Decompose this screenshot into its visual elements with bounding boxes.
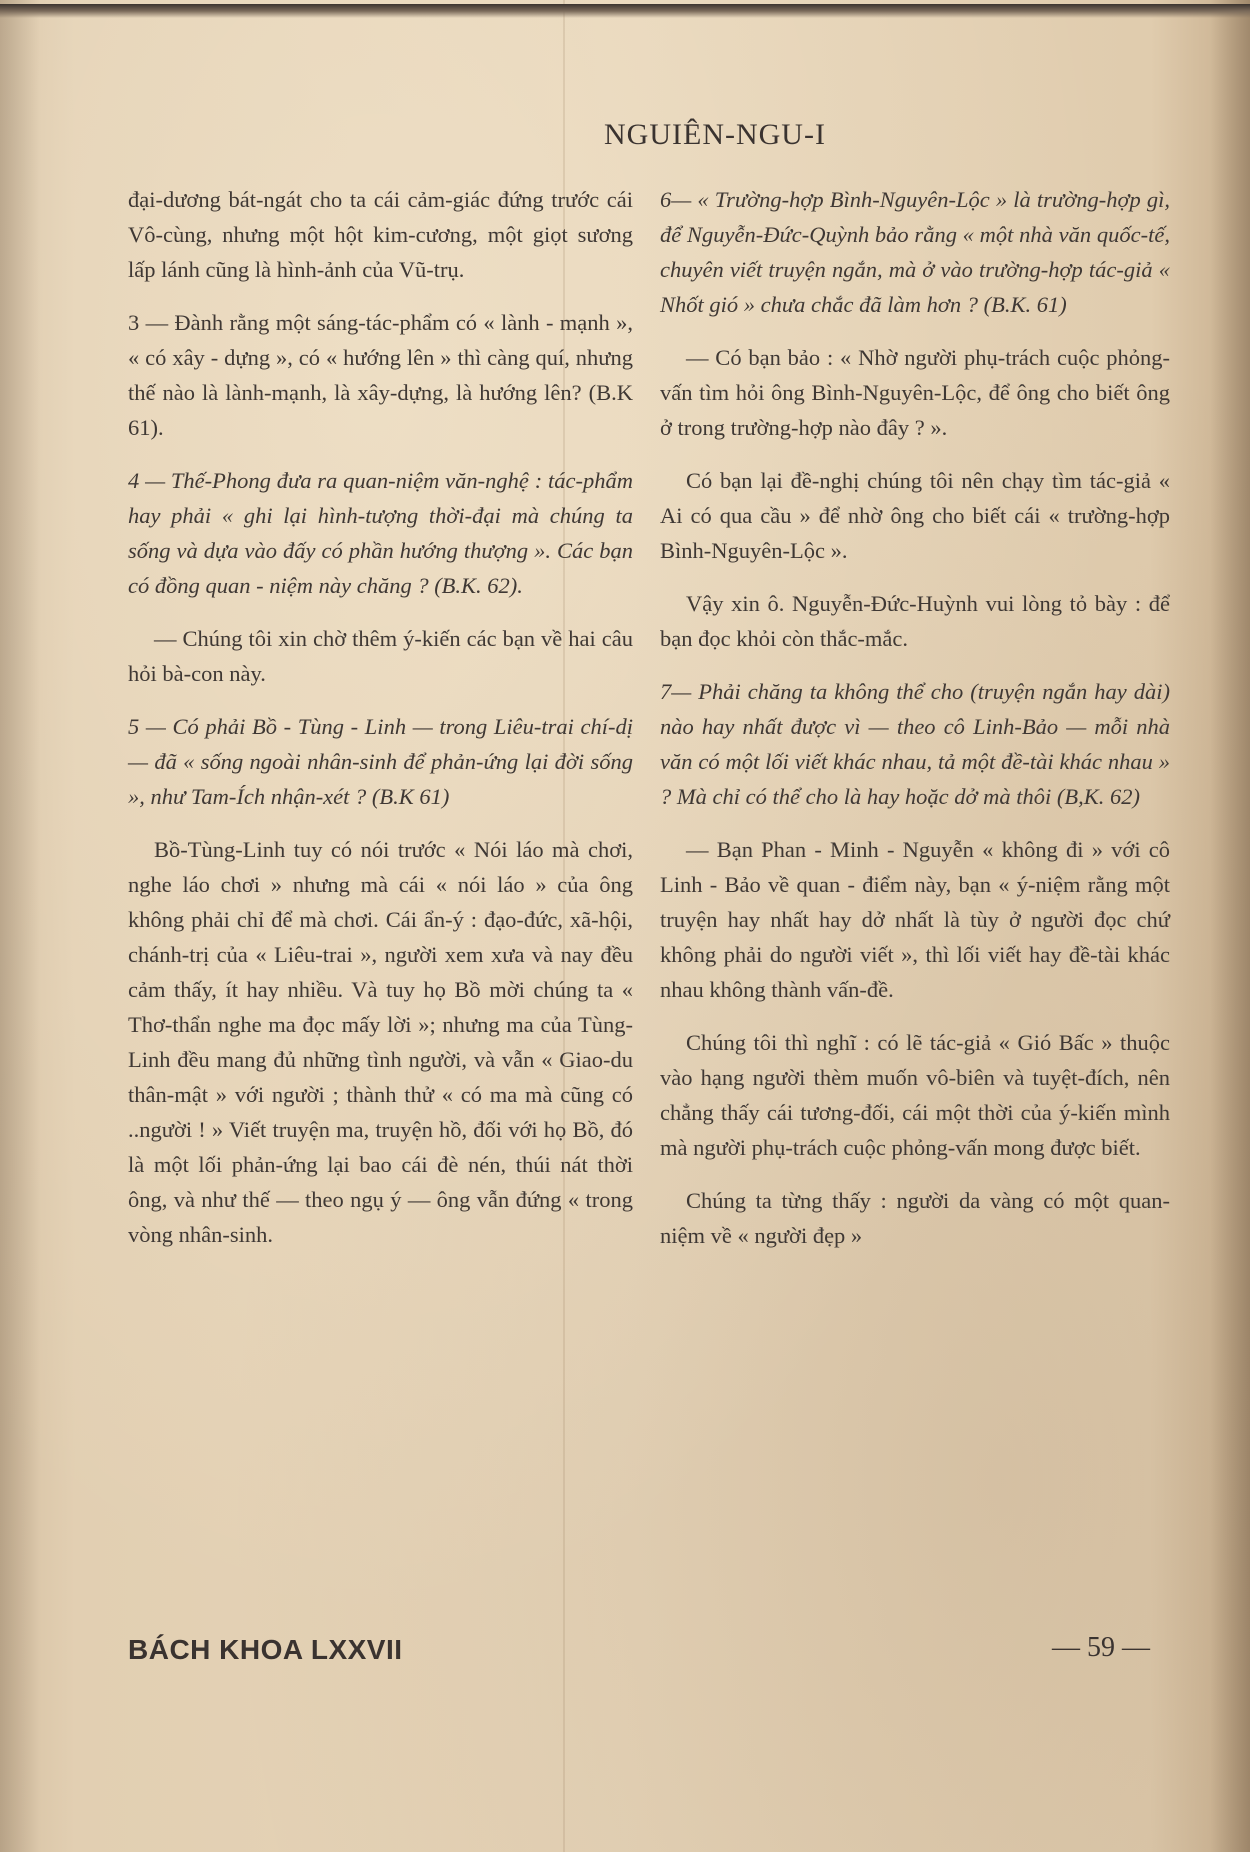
page-edge-shadow: [1210, 0, 1250, 1852]
page-spine-shadow: [0, 0, 40, 1852]
question-paragraph: 5 — Có phải Bồ - Tùng - Linh — trong Liêu-trai chí-dị — đã « sống ngoài nhân-sinh để phản-ứng lại đời sống », như Tam-Ích nhận-xét ? (B.K 61): [128, 714, 633, 809]
paragraph: Bồ-Tùng-Linh tuy có nói trước « Nói láo mà chơi, nghe láo chơi » nhưng mà cái « nói láo » của ông không phải chỉ để mà chơi. Cái ẩn-ý : đạo-đức, xã-hội, chánh-trị của « Liêu-trai », người xem xưa và nay đều cảm thấy, ít hay nhiều. Và tuy họ Bồ mời chúng ta « Thơ-thẩn nghe ma đọc mấy lời »; nhưng ma của Tùng-Linh đều mang đủ những tình người, và vẫn « Giao-du thân-mật » với người ; thành thử « có ma mà cũng có ..người ! » Viết truyện ma, truyện hồ, đối với họ Bồ, đó là một lối phản-ứng lại bao cái đè nén, thúi nát thời ông, và như thế — theo ngụ ý — ông vẫn đứng « trong vòng nhân-sinh.: [128, 837, 633, 1247]
top-border: [0, 4, 1250, 18]
paragraph: — Có bạn bảo : « Nhờ người phụ-trách cuộc phỏng-vấn tìm hỏi ông Bình-Nguyên-Lộc, để ông cho biết ông ở trong trường-hợp nào đây ? ».: [660, 345, 1170, 440]
paragraph: Vậy xin ô. Nguyễn-Đức-Huỳnh vui lòng tỏ bày : để bạn đọc khỏi còn thắc-mắc.: [660, 591, 1170, 651]
magazine-issue-footer: BÁCH KHOA LXXVII: [128, 1634, 403, 1665]
paragraph: — Bạn Phan - Minh - Nguyễn « không đi » với cô Linh - Bảo về quan - điểm này, bạn « ý-niệm rằng một truyện hay nhất hay dở nhất là tùy ở người đọc chứ không phải do người viết », thì lối viết hay đề-tài khác nhau không thành vấn-đề.: [660, 837, 1170, 1002]
paragraph: Có bạn lại đề-nghị chúng tôi nên chạy tìm tác-giả « Ai có qua cầu » để nhờ ông cho biết cái « trường-hợp Bình-Nguyên-Lộc ».: [660, 468, 1170, 563]
paragraph: Chúng ta từng thấy : người da vàng có một quan-niệm về « người đẹp »: [660, 1188, 1170, 1248]
paragraph: Chúng tôi thì nghĩ : có lẽ tác-giả « Gió Bấc » thuộc vào hạng người thèm muốn vô-biên và tuyệt-đích, nên chẳng thấy cái tương-đối, cái một thời của ý-kiến mình mà người phụ-trách cuộc phỏng-vấn mong được biết.: [660, 1030, 1170, 1160]
paragraph: đại-dương bát-ngát cho ta cái cảm-giác đứng trước cái Vô-cùng, nhưng một hột kim-cương, một giọt sương lấp lánh cũng là hình-ảnh của Vũ-trụ.: [128, 187, 633, 282]
right-column: [660, 182, 1170, 1271]
running-header: NGUIÊN-NGU-I: [604, 118, 826, 151]
question-paragraph: 4 — Thế-Phong đưa ra quan-niệm văn-nghệ : tác-phẩm hay phải « ghi lại hình-tượng thời-đại mà chúng ta sống và dựa vào đấy có phần hướng thượng ». Các bạn có đồng quan - niệm này chăng ? (B.K. 62).: [128, 468, 633, 598]
question-paragraph: 7— Phải chăng ta không thể cho (truyện ngắn hay dài) nào hay nhất được vì — theo cô Linh-Bảo — mỗi nhà văn có một lối viết khác nhau, tả một đề-tài khác nhau » ? Mà chỉ có thể cho là hay hoặc dở mà thôi (B,K. 62): [660, 679, 1170, 809]
question-paragraph: 6— « Trường-hợp Bình-Nguyên-Lộc » là trường-hợp gì, để Nguyễn-Đức-Quỳnh bảo rằng « một nhà văn quốc-tế, chuyên viết truyện ngắn, mà ở vào trường-hợp tác-giả « Nhốt gió » chưa chắc đã làm hơn ? (B.K. 61): [660, 187, 1170, 317]
page-number: — 59 —: [1052, 1632, 1150, 1663]
paragraph: — Chúng tôi xin chờ thêm ý-kiến các bạn về hai câu hỏi bà-con này.: [128, 626, 633, 686]
paragraph: 3 — Đành rằng một sáng-tác-phẩm có « lành - mạnh », « có xây - dựng », có « hướng lên » thì càng quí, nhưng thế nào là lành-mạnh, là xây-dựng, là hướng lên? (B.K 61).: [128, 310, 633, 440]
left-column: [128, 182, 633, 1270]
